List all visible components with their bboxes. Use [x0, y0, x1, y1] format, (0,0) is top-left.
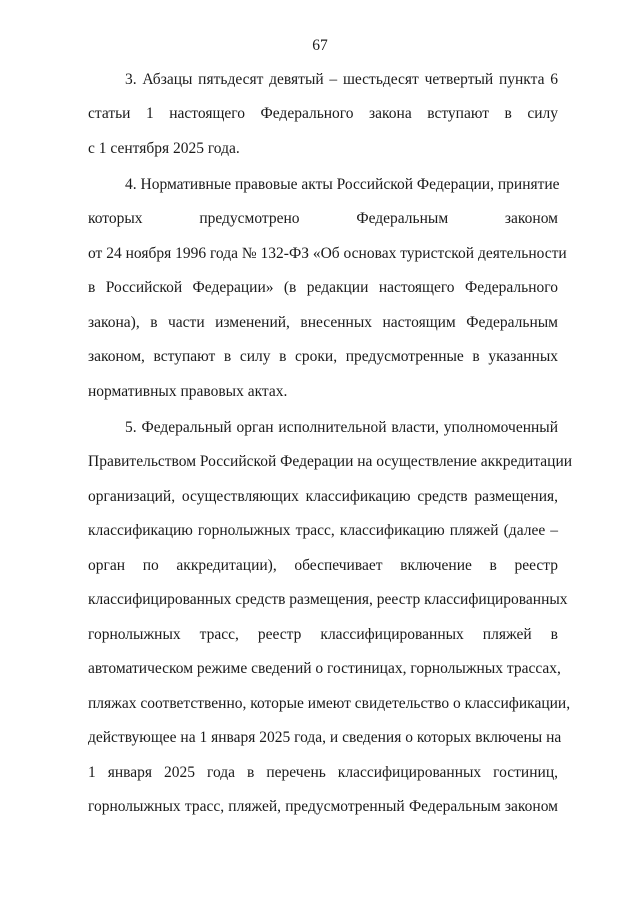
text-line: действующее на 1 января 2025 года, и сведения о которых включены на — [88, 729, 562, 746]
page-number: 67 — [312, 37, 328, 54]
text-line: классифицированных средств размещения, реестр классифицированных — [88, 591, 568, 608]
text-line: которых предусмотрено Федеральным законом — [88, 210, 558, 227]
text-line: статьи 1 настоящего Федерального закона вступают в силу — [88, 105, 558, 122]
text-line: пляжах соответственно, которые имеют свидетельство о классификации, — [88, 695, 571, 712]
text-line: горнолыжных трасс, реестр классифицированных пляжей в — [88, 626, 558, 643]
text-line: орган по аккредитации), обеспечивает включение в реестр — [88, 557, 558, 574]
text-line: классификацию горнолыжных трасс, классификацию пляжей (далее – — [88, 522, 558, 539]
text-line: закона), в части изменений, внесенных настоящим Федеральным — [88, 314, 558, 331]
text-line: 3. Абзацы пятьдесят девятый – шестьдесят четвертый пункта 6 — [125, 71, 558, 88]
text-line: горнолыжных трасс, пляжей, предусмотренный Федеральным законом — [88, 798, 558, 815]
text-line: автоматическом режиме сведений о гостиницах, горнолыжных трассах, — [88, 660, 561, 677]
text-line: 5. Федеральный орган исполнительной власти, уполномоченный — [125, 419, 558, 436]
text-line: 1 января 2025 года в перечень классифицированных гостиниц, — [88, 764, 558, 781]
text-line: организаций, осуществляющих классификацию средств размещения, — [88, 488, 558, 505]
text-line: нормативных правовых актах. — [88, 383, 288, 400]
text-line: 4. Нормативные правовые акты Российской Федерации, принятие — [125, 176, 560, 193]
text-line: с 1 сентября 2025 года. — [88, 140, 240, 157]
text-line: законом, вступают в силу в сроки, предусмотренные в указанных — [88, 348, 558, 365]
text-line: в Российской Федерации» (в редакции настоящего Федерального — [88, 279, 558, 296]
text-line: от 24 ноября 1996 года № 132-ФЗ «Об основах туристской деятельности — [88, 245, 567, 262]
text-line: Правительством Российской Федерации на осуществление аккредитации — [88, 453, 573, 470]
